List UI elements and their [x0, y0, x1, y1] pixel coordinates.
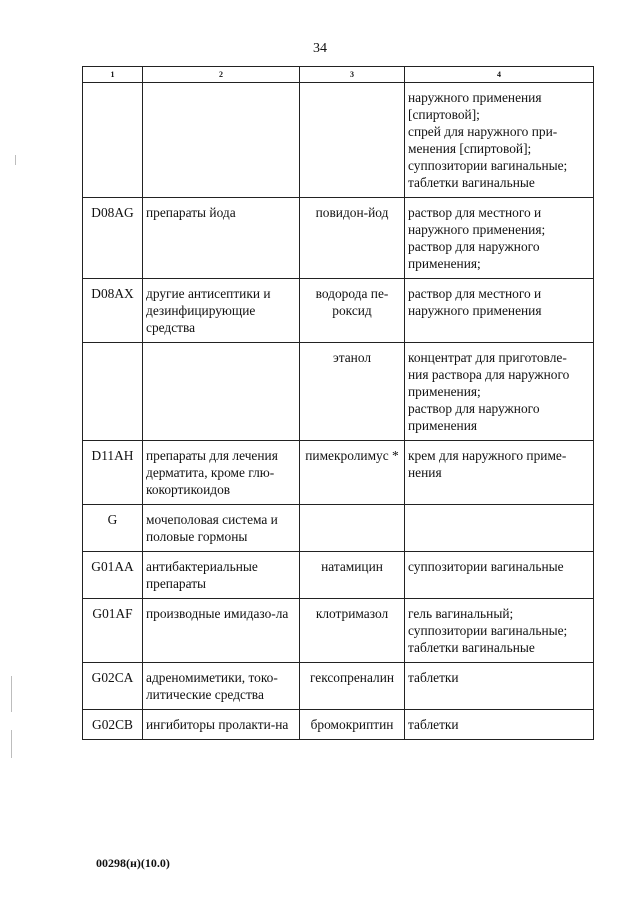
- group-name-cell: антибактериальные препараты: [143, 552, 300, 599]
- dosage-form-line: суппозитории вагинальные: [408, 559, 564, 574]
- margin-mark: [15, 155, 16, 165]
- atc-code-cell: G02CB: [83, 710, 143, 740]
- dosage-form-line: раствор для наружного: [408, 239, 540, 254]
- dosage-form-line: раствор для наружного: [408, 401, 540, 416]
- atc-code-cell: D08AX: [83, 279, 143, 343]
- dosage-form-line: применения;: [408, 256, 481, 271]
- table-row: [83, 552, 594, 599]
- dosage-forms-cell: [405, 663, 594, 710]
- drug-name-cell: повидон-йод: [300, 198, 405, 279]
- dosage-form-line: таблетки вагинальные: [408, 175, 535, 190]
- group-name-cell: [143, 343, 300, 441]
- dosage-forms-cell: [405, 599, 594, 663]
- dosage-form-line: концентрат для приготовле-: [408, 350, 567, 365]
- table-row: [83, 279, 594, 343]
- dosage-forms-cell: [405, 505, 594, 552]
- drug-name-cell: гексопреналин: [300, 663, 405, 710]
- dosage-form-line: наружного применения: [408, 303, 542, 318]
- table-row: [83, 198, 594, 279]
- table-row: [83, 83, 594, 198]
- dosage-form-line: применения;: [408, 384, 481, 399]
- group-name-cell: адреномиметики, токо-литические средства: [143, 663, 300, 710]
- header-row: [83, 67, 594, 83]
- table-row: [83, 663, 594, 710]
- atc-code-cell: G01AA: [83, 552, 143, 599]
- drug-name-cell: этанол: [300, 343, 405, 441]
- column-header: 2: [143, 67, 300, 83]
- drug-name-cell: клотримазол: [300, 599, 405, 663]
- drug-name-cell: бромокриптин: [300, 710, 405, 740]
- dosage-form-line: крем для наружного приме-: [408, 448, 567, 463]
- dosage-form-line: наружного применения;: [408, 222, 546, 237]
- group-name-cell: [143, 83, 300, 198]
- dosage-form-line: применения: [408, 418, 478, 433]
- drug-name-cell: пимекролимус *: [300, 441, 405, 505]
- atc-code-cell: G02CA: [83, 663, 143, 710]
- group-name-cell: ингибиторы пролакти-на: [143, 710, 300, 740]
- drug-name-cell: [300, 83, 405, 198]
- margin-mark: [11, 730, 12, 758]
- dosage-forms-cell: [405, 343, 594, 441]
- dosage-forms-cell: [405, 441, 594, 505]
- dosage-form-line: раствор для местного и: [408, 205, 542, 220]
- dosage-form-line: суппозитории вагинальные;: [408, 158, 568, 173]
- group-name-cell: другие антисептики и дезинфицирующие средства: [143, 279, 300, 343]
- table-row: [83, 710, 594, 740]
- dosage-forms-cell: [405, 198, 594, 279]
- dosage-form-line: ния раствора для наружного: [408, 367, 570, 382]
- table-row: [83, 441, 594, 505]
- table-row: [83, 343, 594, 441]
- dosage-form-line: [спиртовой];: [408, 107, 480, 122]
- dosage-form-line: таблетки: [408, 717, 459, 732]
- margin-mark: [11, 676, 12, 712]
- dosage-forms-cell: [405, 552, 594, 599]
- dosage-form-line: нения: [408, 465, 442, 480]
- dosage-forms-cell: [405, 83, 594, 198]
- dosage-forms-cell: [405, 279, 594, 343]
- drug-table: [82, 66, 594, 740]
- page-number: 34: [313, 41, 327, 56]
- drug-name-cell: [300, 505, 405, 552]
- dosage-form-line: раствор для местного и: [408, 286, 542, 301]
- atc-code-cell: G: [83, 505, 143, 552]
- group-name-cell: препараты йода: [143, 198, 300, 279]
- dosage-form-line: таблетки: [408, 670, 459, 685]
- atc-code-cell: D11AH: [83, 441, 143, 505]
- table-row: [83, 505, 594, 552]
- group-name-cell: мочеполовая система и половые гормоны: [143, 505, 300, 552]
- column-header: 3: [300, 67, 405, 83]
- drug-name-cell: водорода пе-роксид: [300, 279, 405, 343]
- dosage-form-line: суппозитории вагинальные;: [408, 623, 568, 638]
- group-name-cell: производные имидазо-ла: [143, 599, 300, 663]
- drug-name-cell: натамицин: [300, 552, 405, 599]
- dosage-form-line: менения [спиртовой];: [408, 141, 532, 156]
- dosage-form-line: спрей для наружного при-: [408, 124, 558, 139]
- dosage-form-line: наружного применения: [408, 90, 542, 105]
- dosage-form-line: таблетки вагинальные: [408, 640, 535, 655]
- table-row: [83, 599, 594, 663]
- dosage-form-line: гель вагинальный;: [408, 606, 514, 621]
- column-header: 1: [83, 67, 143, 83]
- footer-code: 00298(н)(10.0): [96, 856, 170, 870]
- atc-code-cell: D08AG: [83, 198, 143, 279]
- atc-code-cell: [83, 343, 143, 441]
- group-name-cell: препараты для лечения дерматита, кроме глю-кокортикоидов: [143, 441, 300, 505]
- dosage-forms-cell: [405, 710, 594, 740]
- column-header: 4: [405, 67, 594, 83]
- atc-code-cell: G01AF: [83, 599, 143, 663]
- atc-code-cell: [83, 83, 143, 198]
